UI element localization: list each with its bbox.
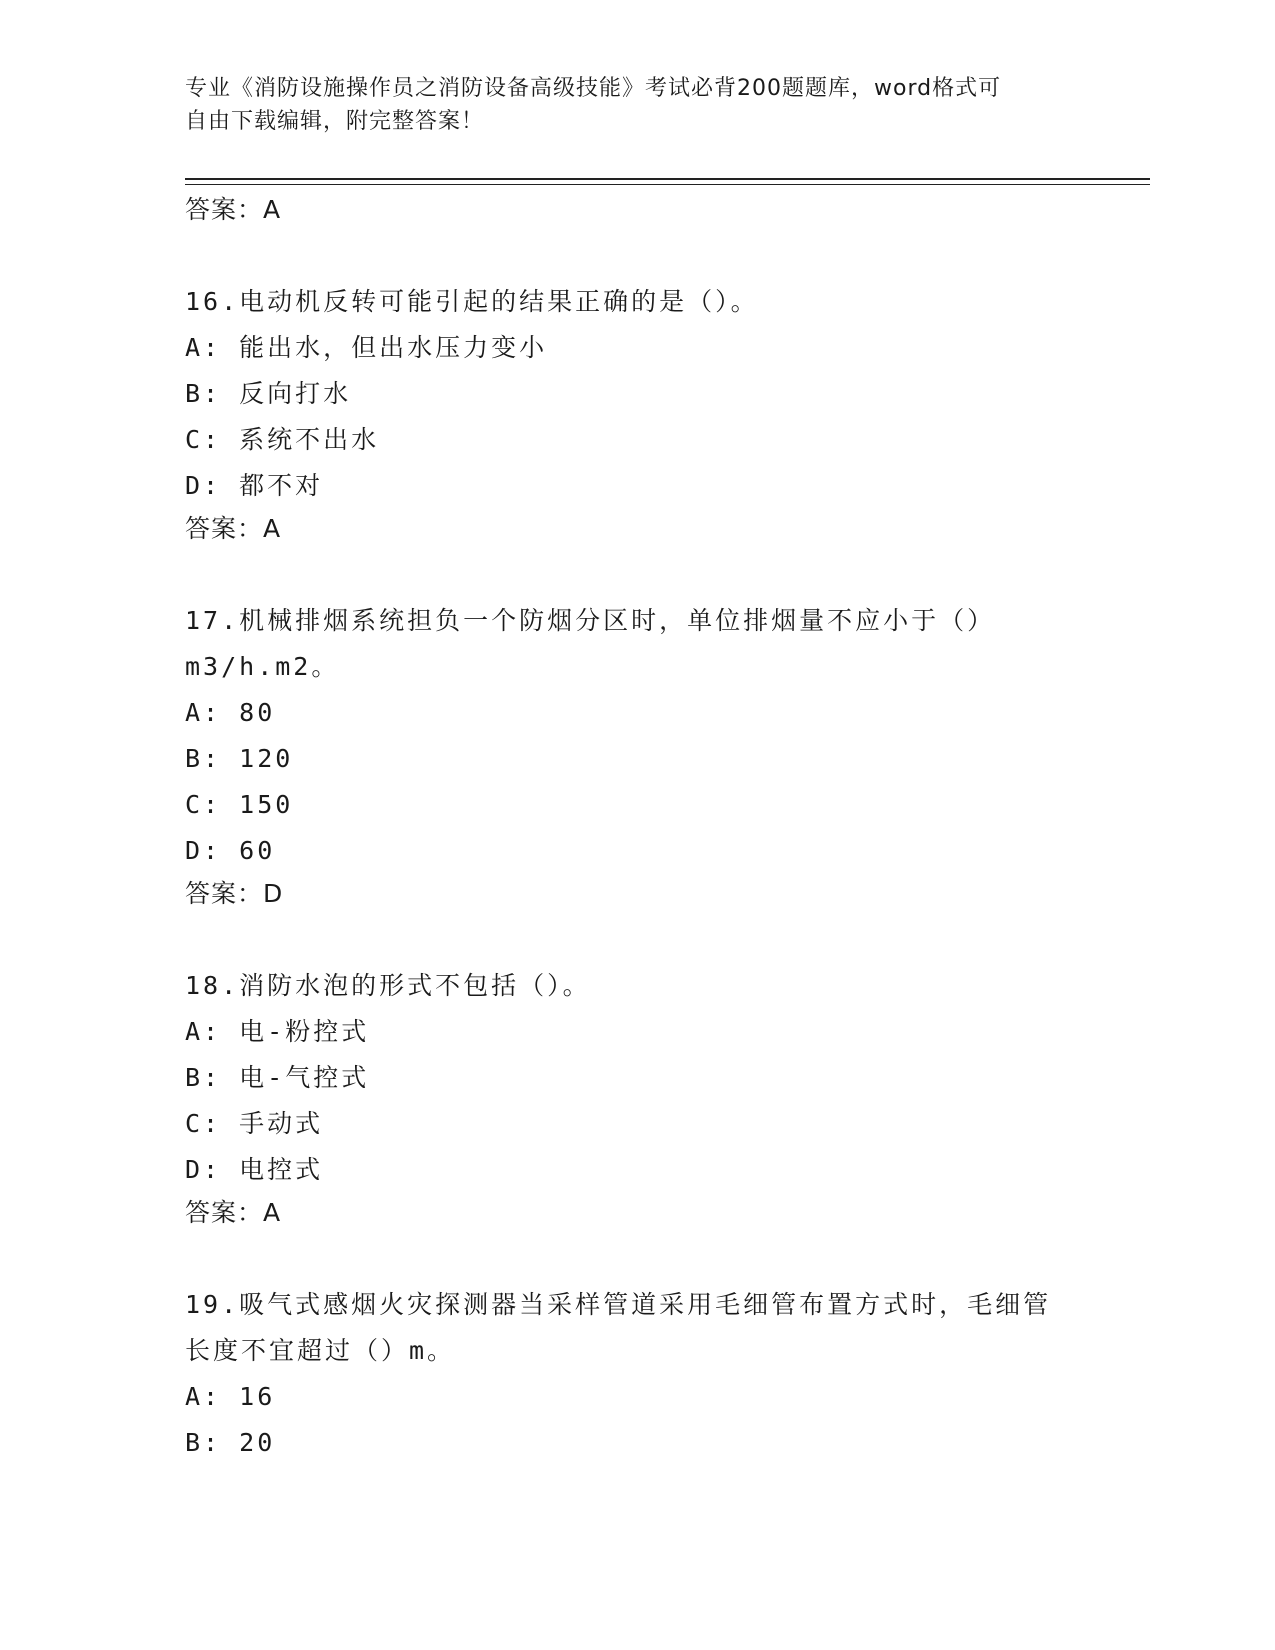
answer-line: 答案：A (185, 514, 282, 543)
option-d: D: 都不对 (185, 471, 324, 500)
question-text: 16.电动机反转可能引起的结果正确的是（）。 (185, 287, 759, 316)
option-a: A: 能出水，但出水压力变小 (185, 333, 548, 362)
question-block (185, 963, 1085, 1233)
option-a: A: 电-粉控式 (185, 1017, 370, 1046)
header-line-1: 专业《消防设施操作员之消防设备高级技能》考试必背200题题库，word格式可 (185, 76, 1002, 101)
question-block (185, 279, 1085, 549)
option-c: C: 系统不出水 (185, 425, 380, 454)
option-a: A: 80 (185, 698, 276, 727)
question-text: 19.吸气式感烟火灾探测器当采样管道采用毛细管布置方式时，毛细管 (185, 1290, 1052, 1319)
header-divider-thin (185, 184, 1150, 185)
document-header (185, 72, 1065, 138)
header-divider-thick (185, 178, 1150, 180)
option-c: C: 150 (185, 790, 294, 819)
answer-line: 答案：A (185, 1198, 282, 1227)
option-d: D: 电控式 (185, 1155, 324, 1184)
question-text: 18.消防水泡的形式不包括（）。 (185, 971, 591, 1000)
option-b: B: 120 (185, 744, 294, 773)
option-c: C: 手动式 (185, 1109, 324, 1138)
option-b: B: 电-气控式 (185, 1063, 370, 1092)
question-block (185, 598, 1085, 914)
header-line-2: 自由下载编辑，附完整答案！ (185, 109, 485, 134)
question-block (185, 1282, 1085, 1466)
question-text-continued: m3/h.m2。 (185, 652, 340, 681)
option-a: A: 16 (185, 1382, 276, 1411)
option-b: B: 20 (185, 1428, 276, 1457)
question-text: 17.机械排烟系统担负一个防烟分区时，单位排烟量不应小于（） (185, 606, 996, 635)
question-text-continued: 长度不宜超过（）m。 (185, 1336, 456, 1365)
option-b: B: 反向打水 (185, 379, 352, 408)
question-list (185, 190, 1085, 1466)
answer-line: 答案：D (185, 879, 284, 908)
answer-line: 答案：A (185, 195, 282, 224)
option-d: D: 60 (185, 836, 276, 865)
